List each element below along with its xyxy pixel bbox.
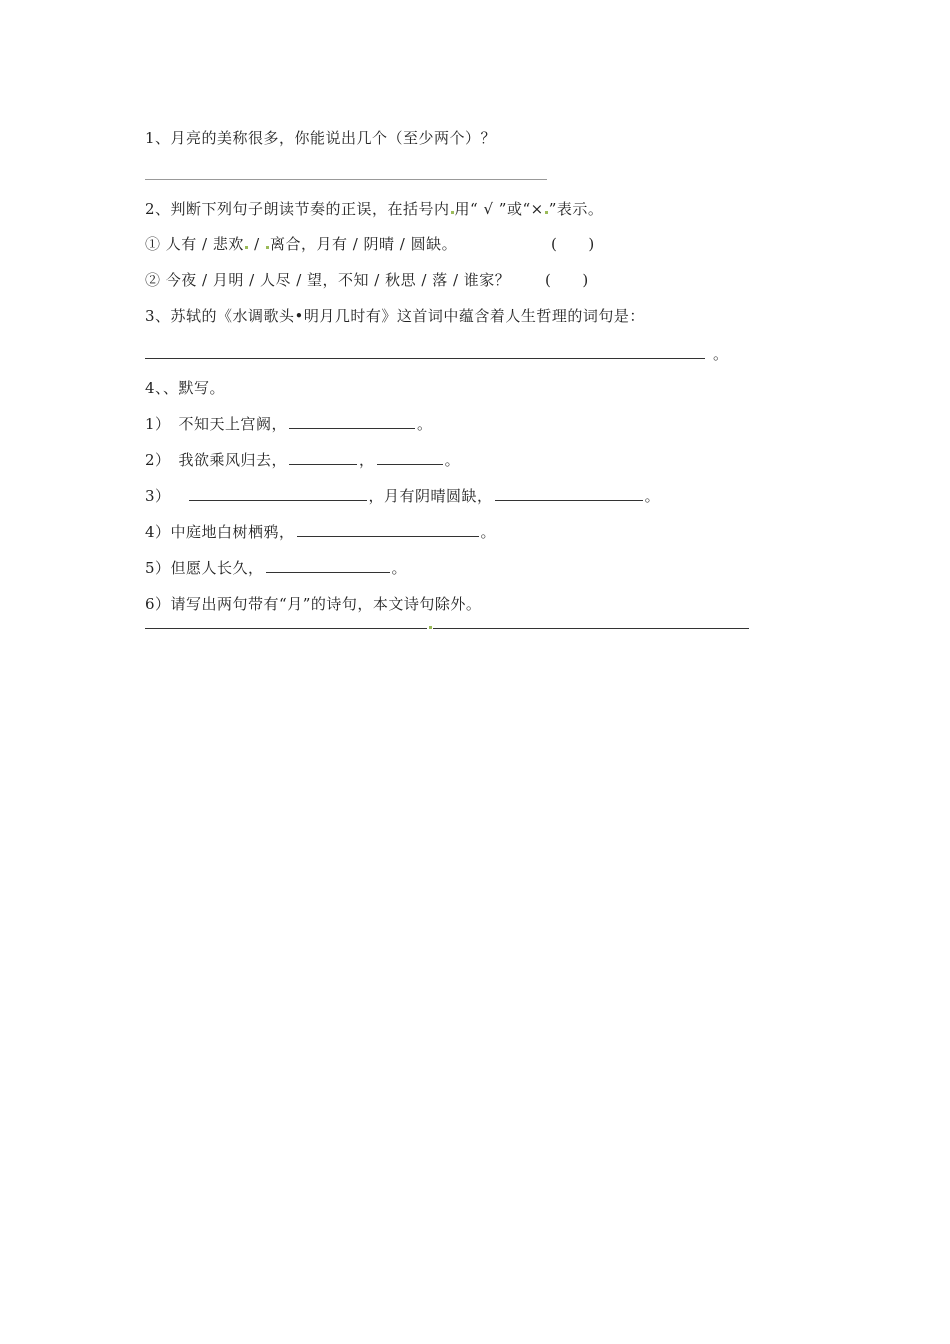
question-4-item-6: 6）请写出两句带有“月”的诗句，本文诗句除外。 [145, 595, 482, 613]
mark-dot [451, 211, 454, 214]
blank-field[interactable] [289, 414, 415, 429]
question-3-period: 。 [713, 345, 729, 363]
answer-line-q3[interactable] [145, 358, 705, 359]
question-3: 3、苏轼的《水调歌头•明月几时有》这首词中蕴含着人生哲理的词句是： [145, 307, 645, 325]
mark-dot [429, 626, 432, 629]
item-text: 1） 不知天上宫阙， [145, 415, 288, 433]
question-2 [145, 199, 603, 219]
item-mid: ， [359, 451, 375, 469]
blank-field[interactable] [266, 558, 390, 573]
question-4-title: 4、、默写。 [145, 379, 226, 397]
question-2-item-2: ② 今夜 / 月明 / 人尽 / 望，不知 / 秋思 / 落 / 谁家？ [145, 271, 511, 289]
item-1-text-b: / [248, 235, 265, 253]
answer-line-q4-6a[interactable] [145, 628, 427, 629]
blank-field[interactable] [297, 522, 479, 537]
item-1-text-a: ① 人有 / 悲欢 [145, 235, 244, 253]
question-2-item-1 [145, 234, 457, 254]
mark-dot [245, 246, 248, 249]
blank-field[interactable] [495, 486, 643, 501]
item-end: 。 [480, 523, 497, 541]
item-text: 3） [145, 487, 171, 505]
item-1-answer-paren[interactable]: ( ) [551, 235, 595, 253]
blank-field[interactable] [377, 450, 443, 465]
item-end: 。 [644, 487, 661, 505]
answer-line-q4-6b[interactable] [433, 628, 749, 629]
item-2-answer-paren[interactable]: ( ) [545, 271, 589, 289]
item-text: 2） 我欲乘风归去， [145, 451, 288, 469]
mark-dot [266, 246, 269, 249]
blank-field[interactable] [189, 486, 367, 501]
blank-field[interactable] [289, 450, 357, 465]
item-mid: ，月有阴晴圆缺， [368, 487, 493, 505]
answer-line-q1[interactable] [145, 179, 547, 180]
item-end: 。 [417, 415, 433, 433]
item-text: 5）但愿人长久， [145, 559, 264, 577]
question-2-text-a: 2、判断下列句子朗读节奏的正误，在括号内 [145, 200, 450, 218]
item-end: 。 [391, 559, 408, 577]
question-4-item-2 [145, 450, 460, 470]
question-4-item-5 [145, 558, 407, 578]
question-2-text-c: ”表示。 [548, 200, 604, 218]
question-4-item-3 [145, 486, 660, 506]
question-1: 1、月亮的美称很多，你能说出几个（至少两个）？ [145, 129, 497, 147]
item-text: 4）中庭地白树栖鸦， [145, 523, 295, 541]
question-4-item-4 [145, 522, 496, 542]
question-4-item-1 [145, 414, 433, 434]
item-1-text-c: 离合，月有 / 阴晴 / 圆缺。 [269, 235, 458, 253]
item-end: 。 [444, 451, 461, 469]
mark-dot [545, 211, 548, 214]
question-2-text-b: 用“ √ ”或“× [454, 200, 544, 218]
